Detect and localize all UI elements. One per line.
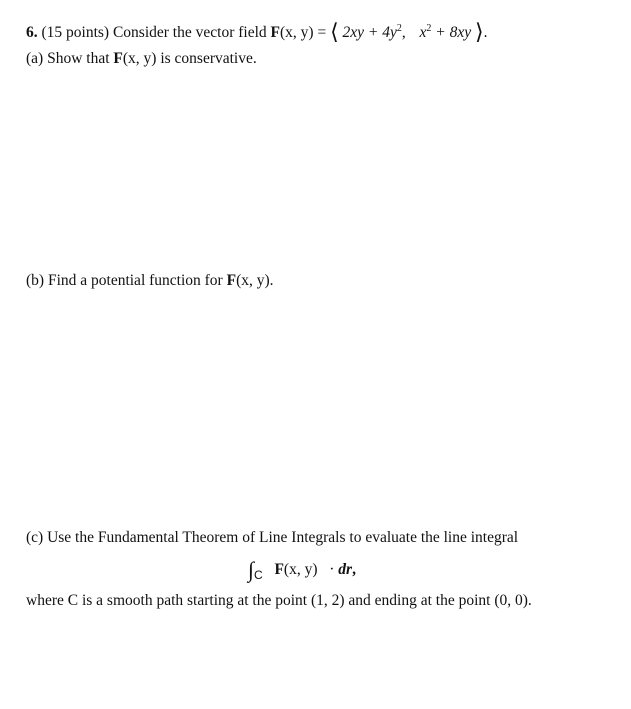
part-c-where-clause: where C is a smooth path starting at the point (1, 2) and ending at the point (0, 0). — [26, 592, 532, 609]
part-a-text: Show that — [47, 50, 110, 67]
component-2-x: x — [419, 24, 427, 41]
problem-points: (15 points) — [41, 24, 110, 41]
problem-intro: Consider the vector field — [112, 24, 267, 41]
right-angle-bracket: ⟩ — [475, 19, 484, 44]
part-c-text: Use the Fundamental Theorem of Line Integrals to evaluate the line integral — [47, 529, 519, 546]
component-2-exponent: 2 — [426, 23, 432, 34]
part-b-field-args: (x, y) — [236, 272, 270, 289]
part-a-field-symbol: F — [113, 50, 123, 67]
problem-number: 6. — [26, 24, 38, 41]
line-integral-expression — [248, 557, 356, 582]
integral-trailing-comma: , — [352, 561, 356, 578]
part-b-end: . — [269, 272, 274, 289]
part-c — [26, 529, 518, 547]
part-a-label: (a) — [26, 50, 44, 67]
dot-product-sign: · — [329, 561, 335, 578]
integral-sign: ∫ — [248, 557, 255, 582]
part-b-field-symbol: F — [226, 272, 237, 289]
part-a-field-args: (x, y) — [122, 50, 157, 67]
part-b — [26, 272, 274, 290]
statement-period: . — [483, 24, 488, 41]
part-b-label: (b) — [26, 272, 45, 289]
integrand-field-symbol: F — [274, 561, 284, 578]
field-args: (x, y) — [279, 24, 314, 41]
part-a-rest: is conservative. — [160, 50, 257, 67]
equals-sign: = — [317, 24, 327, 41]
component-1: 2xy + 4y — [342, 24, 397, 41]
part-b-text: Find a potential function for — [47, 272, 223, 289]
part-c-label: (c) — [26, 529, 44, 546]
field-symbol: F — [270, 24, 280, 41]
problem-statement — [26, 19, 488, 44]
component-separator: , — [401, 24, 406, 41]
left-angle-bracket: ⟨ — [330, 19, 339, 44]
integrand-field-args: (x, y) — [283, 561, 318, 578]
part-a — [26, 50, 257, 68]
differential-dr: dr — [338, 561, 353, 578]
integral-subscript: C — [254, 568, 263, 582]
component-2-rest: + 8xy — [435, 24, 472, 41]
component-1-exponent: 2 — [396, 23, 402, 34]
